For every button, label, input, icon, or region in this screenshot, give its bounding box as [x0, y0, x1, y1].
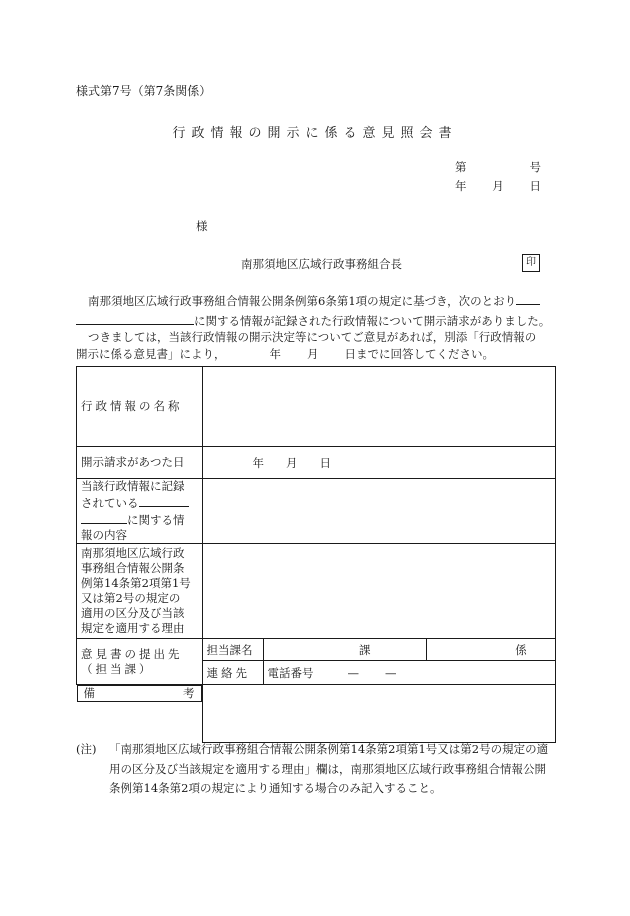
- table-row: [77, 685, 556, 743]
- table-row: [77, 639, 556, 661]
- article-reason-label-line: 南那須地区広域行政: [81, 546, 185, 560]
- remarks-field: [202, 685, 556, 743]
- table-row: [77, 447, 556, 479]
- article-reason-field: [202, 544, 556, 639]
- dept-kakari-field: [427, 639, 556, 661]
- recorded-info-label-line: 当該行政情報に記録: [81, 479, 185, 493]
- contact-field: [263, 661, 556, 685]
- dept-kakari-label: 係: [515, 642, 527, 657]
- body-p2-c: 日までに回答してください。: [344, 346, 494, 361]
- submit-to-label-line: 意見書の提出先: [81, 646, 183, 661]
- article-reason-label: [77, 544, 203, 639]
- body-p2-b: 開示に係る意見書」により，: [76, 346, 226, 361]
- request-body: [76, 292, 558, 364]
- dept-name-label: 担当課名: [202, 639, 263, 661]
- number-suffix: 号: [529, 160, 541, 174]
- submit-to-label-line: （担当課）: [81, 661, 154, 676]
- recorded-info-label: [77, 479, 203, 544]
- table-row: [77, 544, 556, 639]
- article-reason-label-line: 例第14条第2項第1号: [81, 576, 191, 590]
- document-number-line: [455, 159, 541, 175]
- article-reason-label-line: 規定を適用する理由: [81, 621, 185, 635]
- addressee: 様: [196, 219, 208, 233]
- footnote-line: 「南那須地区広域行政事務組合情報公開条例第14条第2項第1号又は第2号の規定の適: [109, 742, 549, 756]
- footnote-line: 条例第14条第2項の規定により通知する場合のみ記入すること。: [109, 781, 442, 795]
- phone-label: 電話番号: [267, 665, 314, 680]
- article-reason-label-line: 事務組合情報公開条: [81, 561, 185, 575]
- dept-ka-label: 課: [359, 642, 371, 657]
- document-date-line: [455, 178, 541, 194]
- blank-line: [81, 511, 127, 524]
- date-year: 年: [455, 179, 467, 193]
- sender-name: 南那須地区広域行政事務組合長: [241, 257, 402, 271]
- remarks-label-b: 考: [183, 686, 195, 700]
- phone-separator: —: [385, 665, 397, 680]
- recorded-info-field: [202, 479, 556, 544]
- remarks-label-a: 備: [83, 686, 95, 700]
- document-title: 行政情報の開示に係る意見照会書: [172, 126, 458, 141]
- opinion-request-table: [76, 366, 556, 743]
- body-p2-year: 年: [269, 346, 281, 361]
- footnote-line: 用の区分及び当該規定を適用する理由」欄は，南那須地区広域行政事務組合情報公開: [109, 761, 546, 776]
- recorded-info-label-line: されている: [81, 496, 139, 510]
- form-number: 様式第7号（第7条関係）: [76, 84, 212, 98]
- contact-label: 連絡先: [202, 661, 263, 685]
- number-prefix: 第: [455, 160, 467, 174]
- body-p2-month: 月: [307, 346, 319, 361]
- body-p1-b: に関する情報が記録された行政情報について開示請求がありました。: [194, 313, 551, 328]
- date-month: 月: [492, 179, 504, 193]
- footnote-mark: (注): [76, 742, 97, 756]
- article-reason-label-line: 適用の区分及び当該: [81, 606, 185, 620]
- phone-separator: —: [347, 665, 359, 680]
- recorded-info-label-line: 報の内容: [81, 528, 127, 542]
- recorded-info-label-line: に関する情: [127, 513, 185, 527]
- date-day: 日: [529, 179, 541, 193]
- body-p1-a: 南那須地区広域行政事務組合情報公開条例第6条第1項の規定に基づき，次のとおり: [88, 294, 517, 308]
- submit-to-label: [77, 639, 203, 685]
- table-row: [77, 367, 556, 447]
- article-reason-label-line: 又は第2号の規定の: [81, 591, 181, 605]
- blank-line: [516, 292, 540, 305]
- body-p2-a: つきましては，当該行政情報の開示決定等についてご意見があれば，別添「行政情報の: [88, 330, 537, 344]
- remarks-label: [77, 685, 202, 702]
- blank-line: [76, 312, 194, 325]
- item-name-field: [202, 367, 556, 447]
- request-date-month: 月: [286, 455, 298, 470]
- seal-stamp: 印: [522, 254, 540, 272]
- request-date-year: 年: [252, 455, 264, 470]
- item-name-label: 行政情報の名称: [77, 367, 203, 447]
- request-date-day: 日: [319, 455, 331, 470]
- dept-ka-field: [263, 639, 427, 661]
- table-row: [77, 479, 556, 544]
- request-date-field: [202, 447, 556, 479]
- blank-line: [139, 494, 189, 507]
- footnote: [76, 740, 566, 799]
- request-date-label: 開示請求があつた日: [77, 447, 203, 479]
